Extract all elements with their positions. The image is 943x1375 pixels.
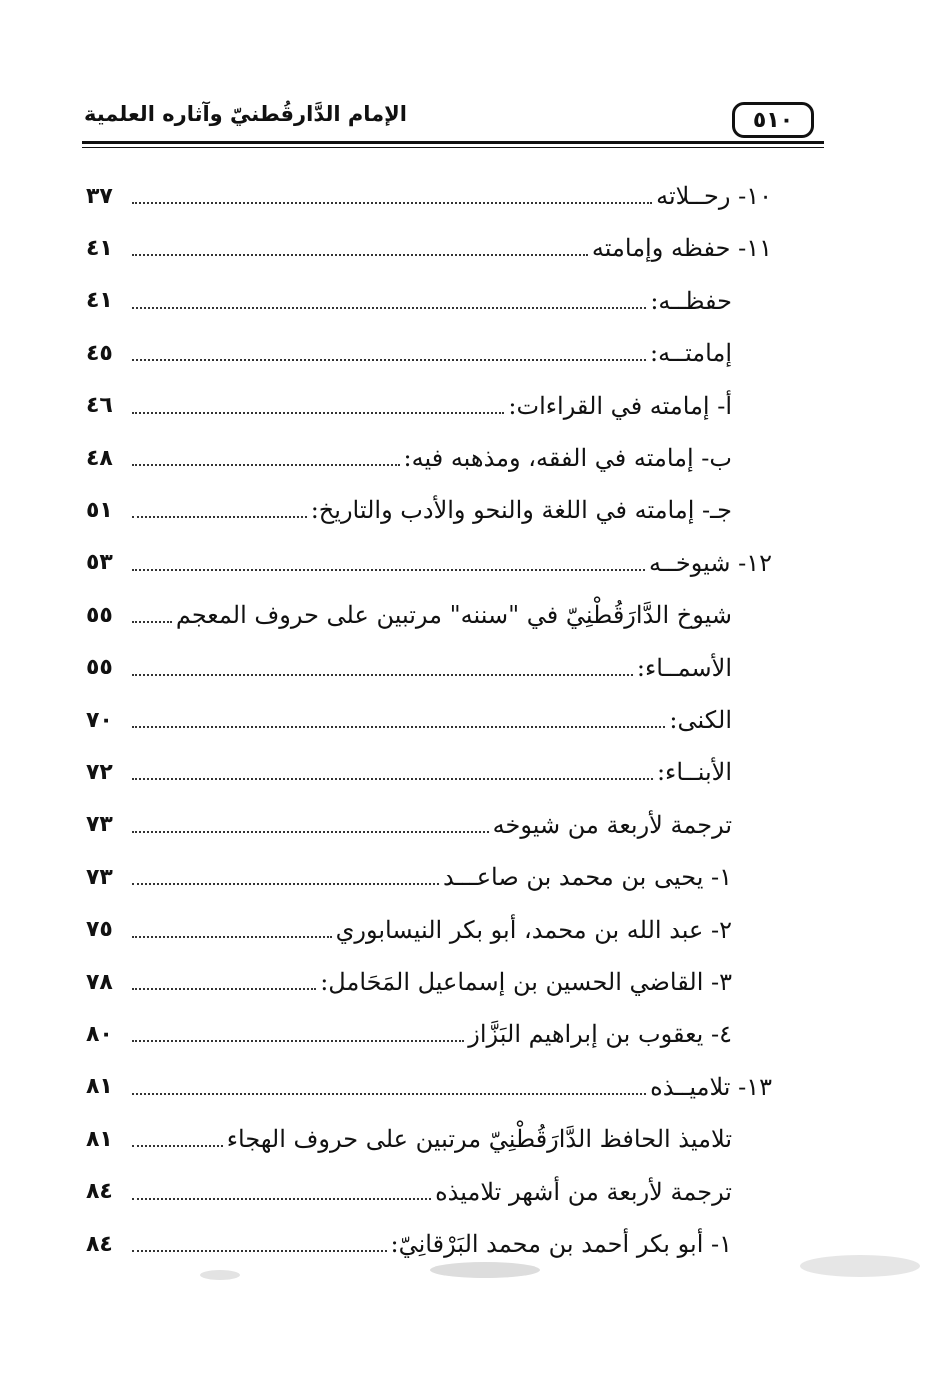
toc-entry [86,851,772,903]
dot-leader [132,988,316,990]
toc-entry-page-number: ٨٠ [86,1021,113,1047]
toc-entry-title: ١٢- شيوخــه [648,548,772,577]
dot-leader [132,778,653,780]
toc-entry-title: ٢- عبد الله بن محمد، أبو بكر النيسابوري [335,915,732,944]
toc-entry-title: الأسمــاء: [636,653,732,682]
dot-leader [132,621,172,623]
toc-entry-title: حفظــه: [650,286,732,315]
toc-entry [86,904,772,956]
toc-entry-title: تلاميذ الحافظ الدَّارَقُطْنِيّ مرتبين على حروف الهجاء [226,1125,732,1154]
dot-leader [132,1040,464,1042]
toc-entry-title: جـ- إمامته في اللغة والنحو والأدب والتاريخ: [310,496,732,525]
dot-leader [132,674,633,676]
toc-entry [86,1166,772,1218]
header-rule [82,141,824,144]
toc-entry [86,694,772,746]
toc-entry-title: الأبنــاء: [656,758,732,787]
dot-leader [132,1145,223,1147]
toc-entry [86,275,772,327]
toc-entry-title: ترجمة لأربعة من أشهر تلاميذه [435,1177,732,1206]
toc-entry-page-number: ٨٤ [86,1179,113,1205]
toc-entry-title: الكنى: [669,706,732,734]
toc-entry-title: ب- إمامته في الفقه، ومذهبه فيه: [403,444,732,472]
dot-leader [132,883,439,885]
header-rule-thin [82,147,824,148]
dot-leader [132,1093,646,1095]
dot-leader [132,359,646,361]
toc-entry-page-number: ٨٤ [86,1231,113,1257]
toc-entry-title: ترجمة لأربعة من شيوخه [492,810,732,839]
toc-entry-page-number: ٧٨ [86,969,113,995]
toc-entry [86,1061,772,1113]
toc-entry-page-number: ٧٢ [86,759,113,785]
page-header [82,96,822,144]
toc-entry [86,1218,772,1270]
toc-entry-page-number: ٤٦ [86,393,113,419]
dot-leader [132,1198,431,1200]
toc-entry-page-number: ٧٥ [86,917,113,943]
toc-entry-page-number: ٥٥ [86,655,113,681]
toc-entry-title: إمامتــه: [650,339,732,368]
toc-entry-title: ١١- حفظه وإمامته [591,234,772,263]
dot-leader [132,726,665,728]
toc-entry-title: ١- يحيى بن محمد بن صاعـــد [443,863,732,892]
toc-entry [86,746,772,798]
toc-entry-page-number: ٥٥ [86,602,113,628]
dot-leader [132,516,307,518]
toc-entry [86,327,772,379]
toc-entry-page-number: ٨١ [86,1126,113,1152]
dot-leader [132,569,645,571]
dot-leader [132,202,652,204]
dot-leader [132,831,489,833]
toc-entry-page-number: ٥١ [86,497,113,523]
dot-leader [132,936,332,938]
toc-entry [86,222,772,274]
toc-entry [86,432,772,484]
toc-entry-title: أ- إمامته في القراءات: [508,391,732,420]
toc-entry [86,799,772,851]
toc-entry-page-number: ٤١ [86,235,113,261]
running-title: الإمام الدَّارقُطنيّ وآثاره العلمية [84,102,407,126]
toc-entry [86,589,772,641]
dot-leader [132,254,588,256]
dot-leader [132,307,646,309]
scan-speck [800,1255,920,1277]
toc-entry-page-number: ٥٣ [86,550,113,576]
toc-entry-page-number: ٤٥ [86,340,113,366]
toc-entry [86,484,772,536]
toc-entry-page-number: ٨١ [86,1074,113,1100]
dot-leader [132,464,400,466]
toc-entry [86,170,772,222]
toc-entry [86,1008,772,1060]
toc-entry-page-number: ٣٧ [86,183,113,209]
toc-entry-page-number: ٤٨ [86,445,113,471]
toc-entry-title: شيوخ الدَّارَقُطْنِيّ في "سننه" مرتبين على حروف المعجم [175,601,732,630]
toc-entry [86,380,772,432]
page-number-badge: ٥١٠ [732,102,814,138]
scan-speck [200,1270,240,1280]
dot-leader [132,1250,387,1252]
toc-entry-title: ١٣- تلاميــذه [650,1072,772,1101]
dot-leader [132,412,504,414]
toc-entry-title: ١٠- رحــلاته [656,182,772,210]
toc-entry-title: ٣- القاضي الحسين بن إسماعيل المَحَامل: [320,968,732,996]
toc-entry [86,537,772,589]
toc-entry-page-number: ٧٣ [86,812,113,838]
toc-entry [86,642,772,694]
toc-entry-page-number: ٧٣ [86,864,113,890]
toc-entry-page-number: ٧٠ [86,707,113,733]
toc-entry [86,1113,772,1165]
toc-entry-title: ١- أبو بكر أحمد بن محمد البَرْقانِيّ: [390,1230,732,1258]
scan-speck [430,1262,540,1278]
toc-entry-title: ٤- يعقوب بن إبراهيم البَزَّاز [468,1020,732,1049]
toc-entry [86,956,772,1008]
toc-entry-page-number: ٤١ [86,288,113,314]
